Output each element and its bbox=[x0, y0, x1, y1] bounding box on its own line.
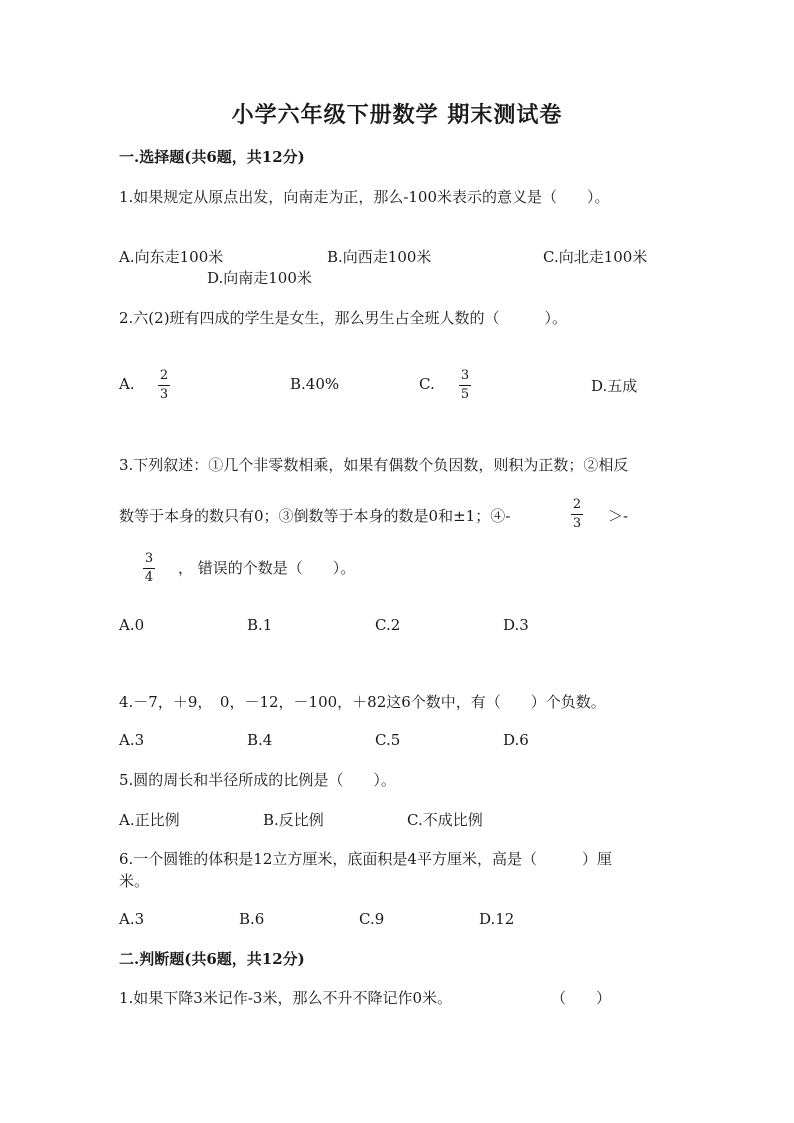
fraction-bar bbox=[158, 385, 170, 386]
question-4-option-c[interactable]: C.5 bbox=[375, 731, 401, 749]
question-3-line-3: ， 错误的个数是（ ）。 bbox=[178, 559, 356, 577]
question-3-comparison: ＞- bbox=[608, 507, 629, 525]
question-5-option-a[interactable]: A.正比例 bbox=[119, 811, 180, 829]
fraction-denominator: 5 bbox=[460, 387, 470, 402]
question-2-option-a-fraction bbox=[158, 368, 170, 403]
question-2-option-d[interactable]: D.五成 bbox=[591, 377, 638, 395]
question-5-stem: 5.圆的周长和半径所成的比例是（ ）。 bbox=[119, 771, 396, 789]
fraction-numerator: 3 bbox=[144, 551, 154, 566]
question-3-fraction-2 bbox=[143, 551, 155, 586]
fraction-numerator: 2 bbox=[572, 497, 582, 512]
fraction-denominator: 4 bbox=[144, 570, 154, 585]
question-1-option-c[interactable]: C.向北走100米 bbox=[543, 248, 648, 266]
fraction-denominator: 3 bbox=[572, 516, 582, 531]
question-3-option-b[interactable]: B.1 bbox=[247, 616, 273, 634]
question-5-option-c[interactable]: C.不成比例 bbox=[407, 811, 483, 829]
question-3-line-1: 3.下列叙述：①几个非零数相乘，如果有偶数个负因数，则积为正数；②相反 bbox=[119, 456, 629, 474]
fraction-bar bbox=[459, 385, 471, 386]
question-1-option-a[interactable]: A.向东走100米 bbox=[119, 248, 224, 266]
question-5-option-b[interactable]: B.反比例 bbox=[263, 811, 324, 829]
fraction-numerator: 3 bbox=[460, 368, 470, 383]
question-3-option-d[interactable]: D.3 bbox=[503, 616, 529, 634]
question-6-option-b[interactable]: B.6 bbox=[239, 910, 265, 928]
judgment-1-stem: 1.如果下降3米记作-3米，那么不升不降记作0米。 bbox=[119, 989, 453, 1007]
section-2-heading: 二.判断题(共6题，共12分) bbox=[119, 950, 305, 968]
question-6-option-d[interactable]: D.12 bbox=[479, 910, 515, 928]
judgment-1-answer-blank[interactable]: （ ） bbox=[551, 989, 612, 1007]
question-6-option-a[interactable]: A.3 bbox=[119, 910, 145, 928]
question-2-option-a[interactable]: A. bbox=[119, 375, 135, 393]
question-6-option-c[interactable]: C.9 bbox=[359, 910, 385, 928]
question-3-line-2: 数等于本身的数只有0；③倒数等于本身的数是0和±1；④- bbox=[119, 507, 511, 525]
page-title: 小学六年级下册数学 期末测试卷 bbox=[231, 102, 563, 128]
fraction-bar bbox=[571, 514, 583, 515]
question-4-option-a[interactable]: A.3 bbox=[119, 731, 145, 749]
question-3-fraction-1 bbox=[571, 497, 583, 532]
fraction-bar bbox=[143, 568, 155, 569]
question-2-option-c-fraction bbox=[459, 368, 471, 403]
question-6-line-2: 米。 bbox=[119, 872, 150, 890]
section-1-heading: 一.选择题(共6题，共12分) bbox=[119, 148, 305, 166]
question-1-option-d[interactable]: D.向南走100米 bbox=[207, 269, 312, 287]
question-2-stem: 2.六(2)班有四成的学生是女生，那么男生占全班人数的（ ）。 bbox=[119, 309, 568, 327]
question-6-line-1: 6.一个圆锥的体积是12立方厘米，底面积是4平方厘米，高是（ ）厘 bbox=[119, 850, 612, 868]
question-2-option-c[interactable]: C. bbox=[419, 375, 435, 393]
question-1-stem: 1.如果规定从原点出发，向南走为正，那么-100米表示的意义是（ ）。 bbox=[119, 188, 610, 206]
question-2-option-b[interactable]: B.40% bbox=[290, 375, 340, 393]
fraction-denominator: 3 bbox=[159, 387, 169, 402]
question-1-option-b[interactable]: B.向西走100米 bbox=[327, 248, 432, 266]
question-3-option-a[interactable]: A.0 bbox=[119, 616, 145, 634]
question-4-stem: 4.－7，＋9， 0，－12，－100，＋82这6个数中，有（ ）个负数。 bbox=[119, 693, 606, 711]
question-4-option-d[interactable]: D.6 bbox=[503, 731, 529, 749]
question-3-option-c[interactable]: C.2 bbox=[375, 616, 401, 634]
fraction-numerator: 2 bbox=[159, 368, 169, 383]
question-4-option-b[interactable]: B.4 bbox=[247, 731, 273, 749]
